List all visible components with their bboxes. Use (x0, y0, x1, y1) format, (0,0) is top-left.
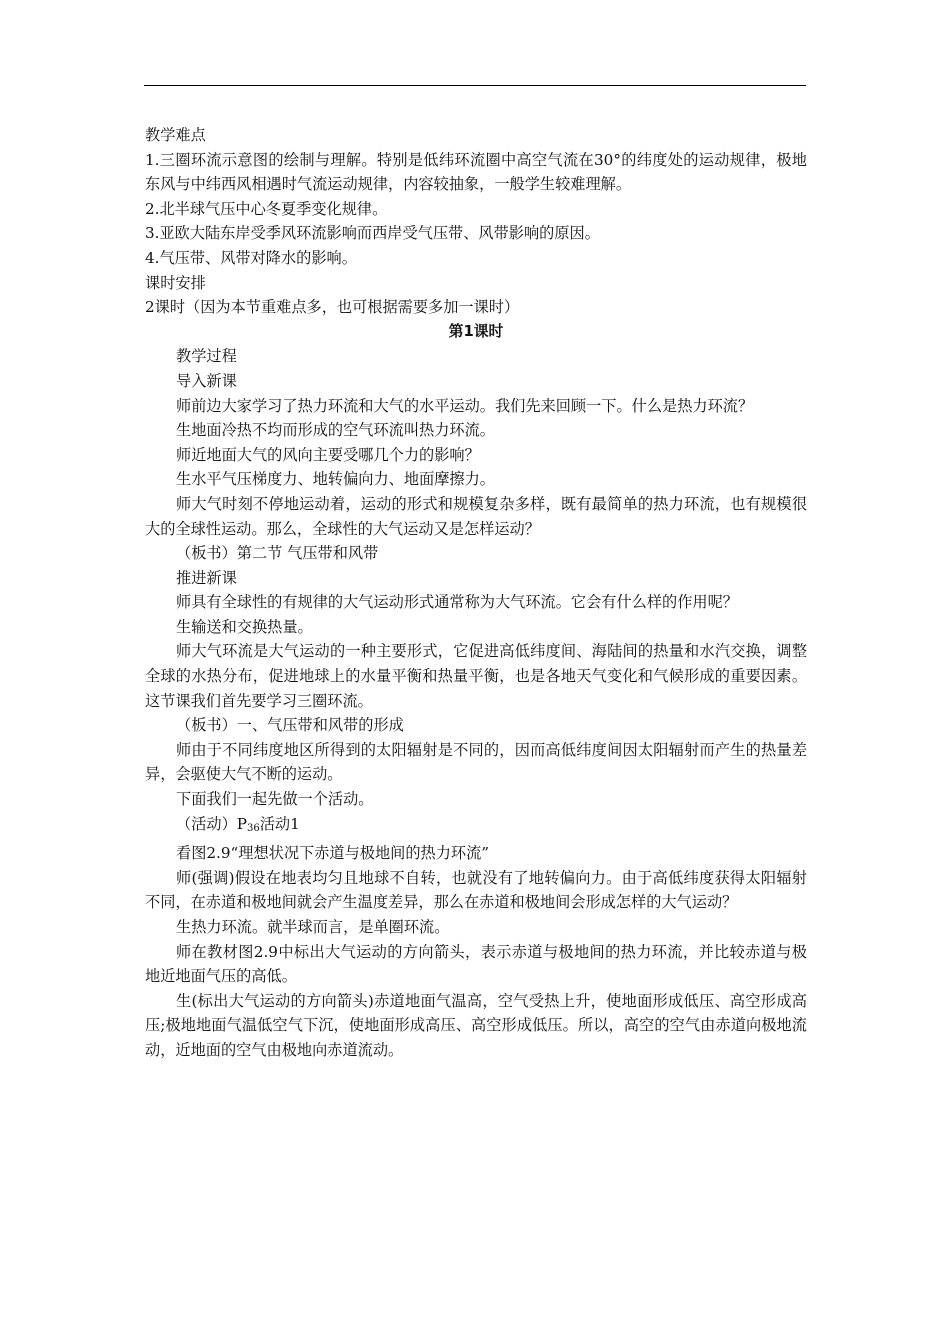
difficulty-item-2: 2.北半球气压中心冬夏季变化规律。 (145, 199, 388, 218)
schedule-text: 2课时（因为本节重难点多，也可根据需要多加一课时） (145, 298, 520, 317)
paragraph: 师由于不同纬度地区所得到的太阳辐射是不同的，因而高低纬度间因太阳辐射而产生的热量差异，会驱使大气不断的运动。 (145, 740, 807, 784)
section-heading-schedule: 课时安排 (145, 273, 206, 292)
lesson-title: 第1课时 (448, 322, 504, 340)
paragraph: 生热力环流。就半球而言，是单圈环流。 (176, 918, 450, 936)
paragraph: 师在教材图2.9中标出大气运动的方向箭头，表示赤道与极地间的热力环流，并比较赤道与极地近地面气压的高低。 (145, 942, 807, 986)
paragraph: 师具有全球性的有规律的大气运动形式通常称为大气环流。它会有什么样的作用呢？ (176, 593, 738, 612)
section-heading-difficulty: 教学难点 (145, 126, 206, 144)
paragraph: 师前边大家学习了热力环流和大气的水平运动。我们先来回顾一下。什么是热力环流？ (176, 396, 754, 415)
paragraph: 生输送和交换热量。 (176, 617, 313, 636)
activity-page-subscript: 36 (246, 822, 260, 834)
difficulty-item-3: 3.亚欧大陆东岸受季风环流影响而西岸受气压带、风带影响的原因。 (145, 224, 600, 243)
paragraph: 师大气时刻不停地运动着，运动的形式和规模复杂多样，既有最简单的热力环流，也有规模很大的全球性运动。那么，全球性的大气运动又是怎样运动？ (145, 494, 807, 538)
paragraph: 师(强调)假设在地表均匀且地球不自转，也就没有了地转偏向力。由于高低纬度获得太阳辐射不同，在赤道和极地间就会产生温度差异，那么在赤道和极地间会形成怎样的大气运动？ (145, 868, 807, 912)
paragraph: 推进新课 (176, 568, 237, 587)
paragraph: 生地面冷热不均而形成的空气环流叫热力环流。 (176, 421, 495, 440)
paragraph: 师近地面大气的风向主要受哪几个力的影响？ (176, 445, 480, 464)
paragraph: 看图2.9“理想状况下赤道与极地间的热力环流” (176, 844, 490, 863)
paragraph: 生(标出大气运动的方向箭头)赤道地面气温高，空气受热上升，使地面形成低压、高空形成高压;极地地面气温低空气下沉，使地面形成高压、高空形成低压。所以，高空的空气由赤道向极地流动，近地面的空气由极地向赤道流动。 (145, 991, 807, 1059)
paragraph: 生水平气压梯度力、地转偏向力、地面摩擦力。 (176, 470, 495, 489)
paragraph: （板书）第二节 气压带和风带 (176, 544, 379, 563)
header-rule (144, 85, 806, 86)
activity-prefix: （活动）P (176, 814, 247, 833)
paragraph: 导入新课 (176, 371, 237, 390)
paragraph: 下面我们一起先做一个活动。 (176, 790, 374, 809)
difficulty-item-1: 1.三圈环流示意图的绘制与理解。特别是低纬环流圈中高空气流在30°的纬度处的运动规律，极地东风与中纬西风相遇时气流运动规律，内容较抽象，一般学生较难理解。 (145, 150, 807, 194)
difficulty-item-4: 4.气压带、风带对降水的影响。 (145, 248, 357, 267)
activity-line (145, 812, 807, 842)
activity-suffix: 活动1 (259, 814, 300, 833)
document-body (145, 123, 807, 1063)
paragraph: 教学过程 (176, 347, 237, 366)
paragraph: （板书）一、气压带和风带的形成 (176, 716, 404, 735)
paragraph: 师大气环流是大气运动的一种主要形式，它促进高低纬度间、海陆间的热量和水汽交换，调整全球的水热分布，促进地球上的水量平衡和热量平衡，也是各地天气变化和气候形成的重要因素。这节课我们首先要学习三圈环流。 (145, 642, 807, 710)
